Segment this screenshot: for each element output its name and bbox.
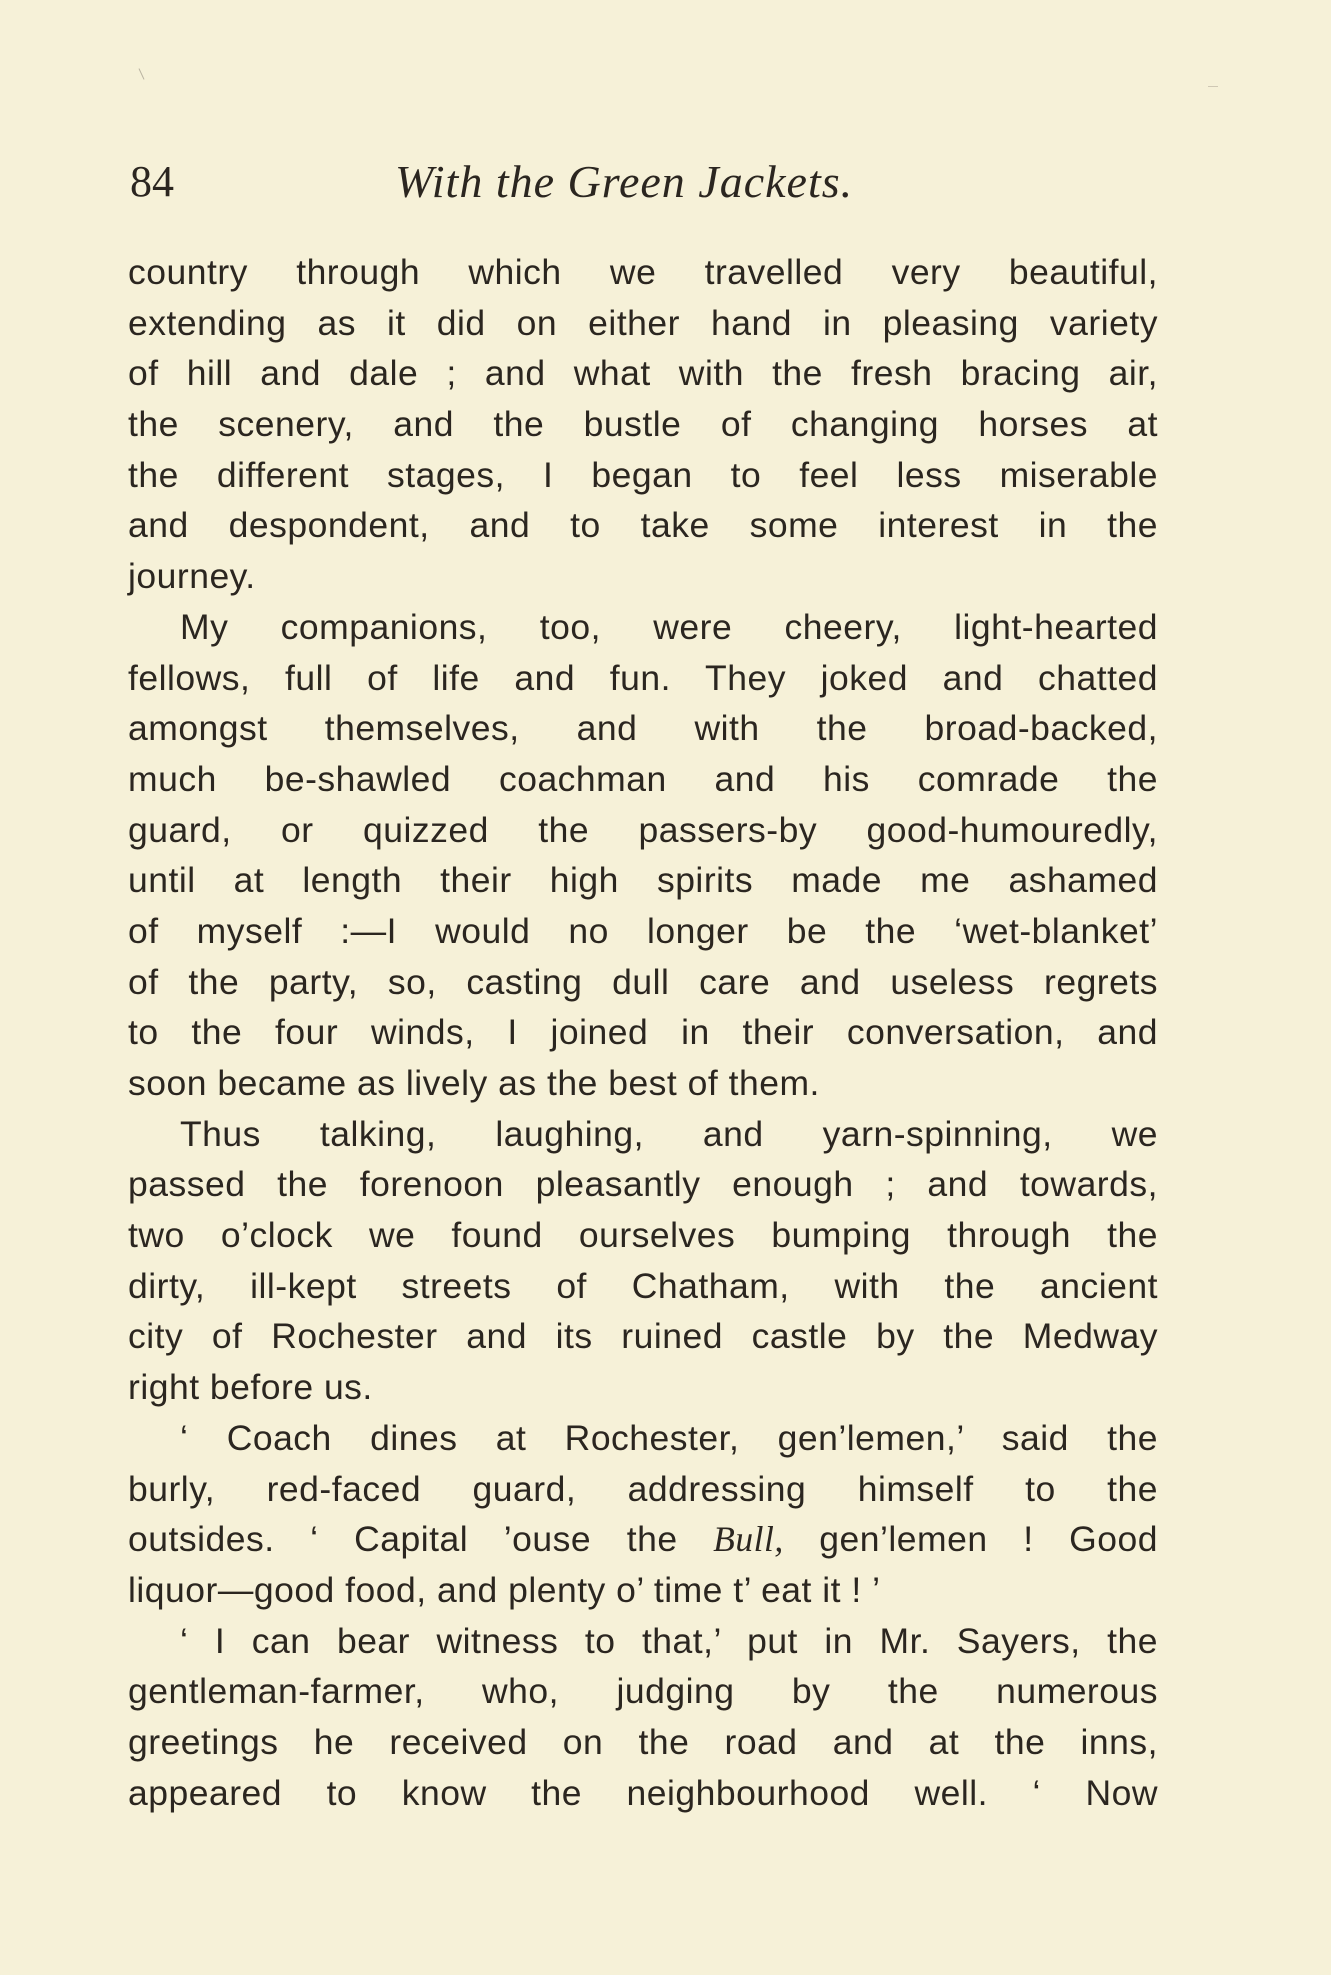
text-line: Thus talking, laughing, and yarn-spinning, we (180, 1113, 1158, 1154)
text-line: fellows, full of life and fun. They joked and chatted (128, 657, 1158, 698)
text-line: My companions, too, were cheery, light-hearted (180, 606, 1158, 647)
text-line: to the four winds, I joined in their conversation, and (128, 1012, 1158, 1053)
text-line: and despondent, and to take some interest in the (128, 505, 1158, 546)
text-line: burly, red-faced guard, addressing himself to the (128, 1468, 1158, 1509)
text-line: ‘ I can bear witness to that,’ put in Mr. Sayers, the (180, 1620, 1158, 1661)
page-header (130, 152, 1150, 212)
text-line: of the party, so, casting dull care and useless regrets (128, 961, 1158, 1002)
text-line: city of Rochester and its ruined castle by the Medway (128, 1316, 1158, 1357)
body-text (128, 247, 1158, 1818)
text-line: appeared to know the neighbourhood well. ‘ Now (128, 1772, 1158, 1813)
text-line: soon became as lively as the best of them. (128, 1063, 820, 1103)
text-line: dirty, ill-kept streets of Chatham, with the ancient (128, 1265, 1158, 1306)
text-line: liquor—good food, and plenty o’ time t’ eat it ! ’ (128, 1569, 881, 1610)
italic-inn-name: Bull, (713, 1519, 784, 1560)
page-blemish-mark (1208, 86, 1218, 87)
text-line: of hill and dale ; and what with the fresh bracing air, (128, 353, 1158, 394)
text-line: of myself :—I would no longer be the ‘wet-blanket’ (128, 910, 1158, 951)
text-line: journey. (128, 556, 256, 597)
text-line: gentleman-farmer, who, judging by the numerous (128, 1671, 1158, 1712)
page-blemish-mark (139, 68, 145, 79)
text-line: the different stages, I began to feel less miserable (128, 454, 1158, 495)
text-line: amongst themselves, and with the broad-backed, (128, 708, 1158, 749)
text-line: the scenery, and the bustle of changing horses at (128, 404, 1158, 445)
text-line: until at length their high spirits made me ashamed (128, 860, 1158, 901)
running-title: With the Green Jackets. (395, 156, 854, 207)
text-line: passed the forenoon pleasantly enough ; and towards, (128, 1164, 1158, 1205)
text-line: much be-shawled coachman and his comrade the (128, 758, 1158, 799)
text-line: extending as it did on either hand in pleasing variety (128, 302, 1158, 343)
text-line: two o’clock we found ourselves bumping through the (128, 1215, 1158, 1256)
text-line: guard, or quizzed the passers-by good-humouredly, (128, 809, 1158, 850)
text-line (128, 1514, 1158, 1565)
text-fragment: gen’lemen ! Good (783, 1519, 1158, 1560)
text-line: ‘ Coach dines at Rochester, gen’lemen,’ said the (180, 1417, 1158, 1458)
text-fragment: outsides. ‘ Capital ’ouse the (128, 1519, 714, 1560)
text-line: greetings he received on the road and at the inns, (128, 1721, 1158, 1762)
text-line: right before us. (128, 1367, 373, 1408)
page-number: 84 (130, 157, 174, 206)
text-line: country through which we travelled very beautiful, (128, 252, 1158, 292)
